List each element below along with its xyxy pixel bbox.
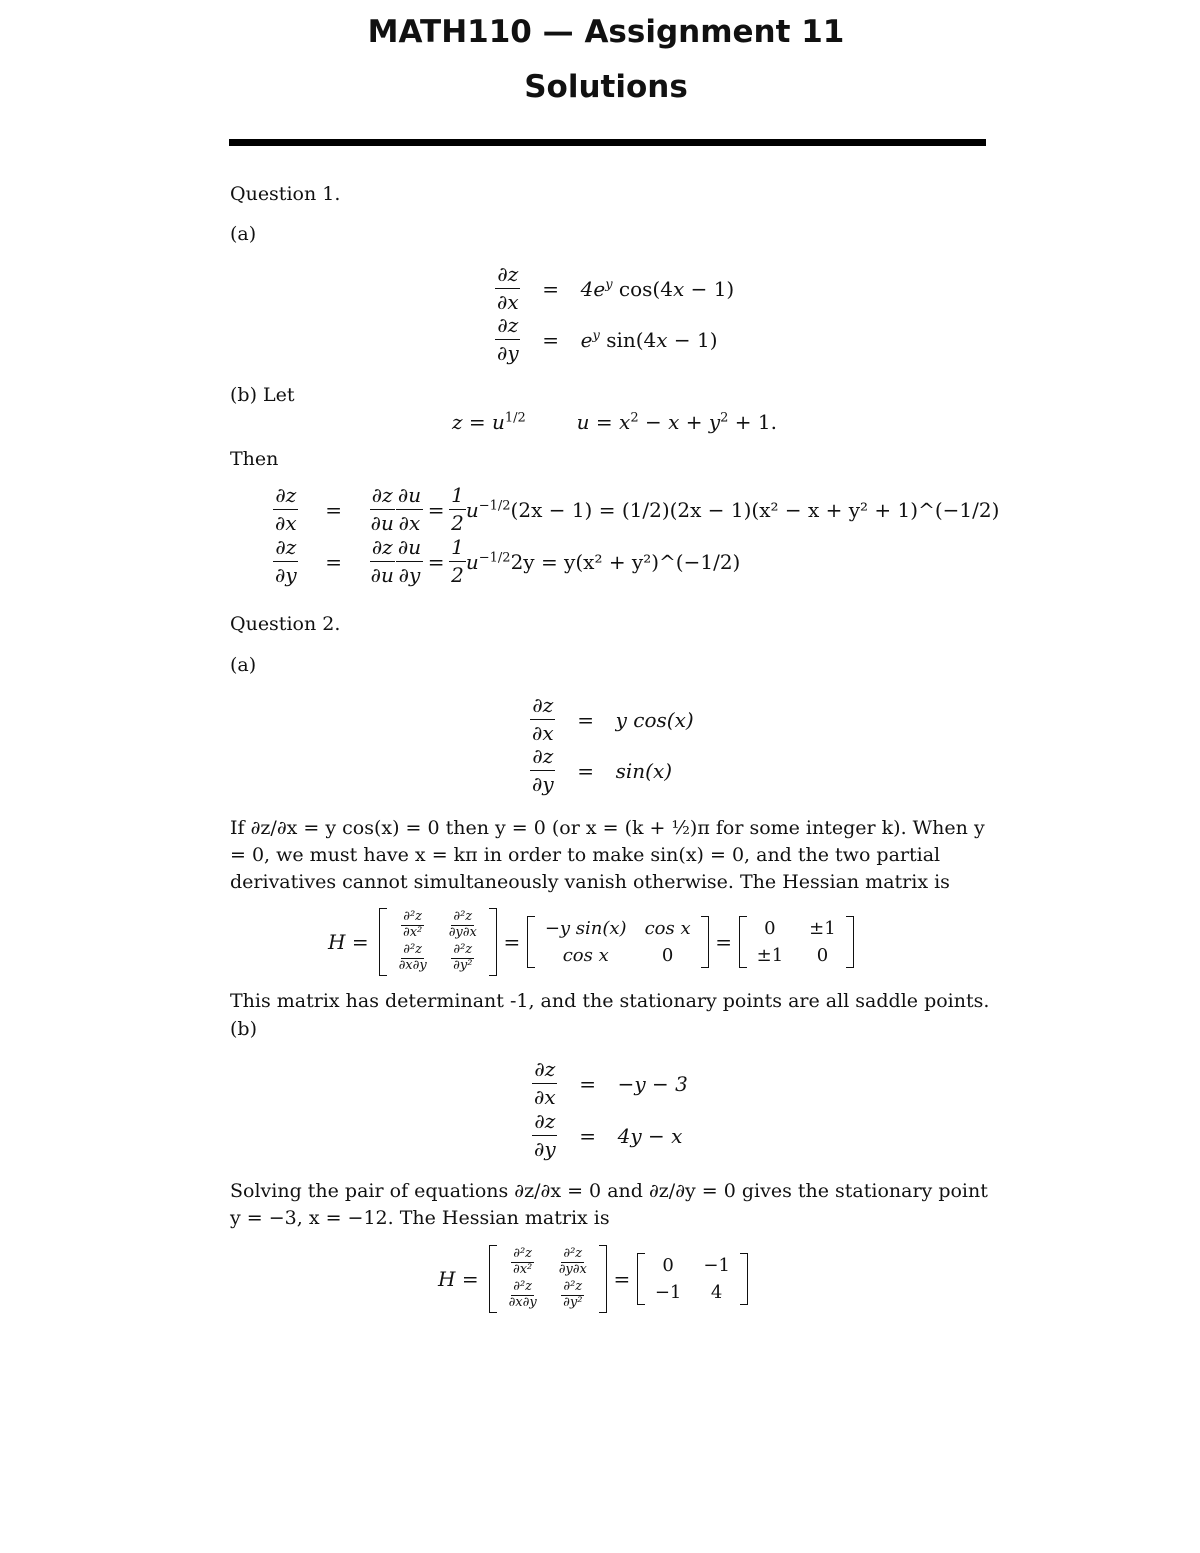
q2-part-a-label: (a)	[230, 654, 257, 676]
hessian-symbolic-matrix: $\frac{\text{∂²z}}{\text{∂x²}}$ $\frac{\text{∂²z}}{\partial y\partial x}$ $\frac{\text{∂²z}}{\partial x\partial y}$ $\frac{\text{∂²z}}{\text{∂y²}}$	[489, 1245, 607, 1313]
q1a-equation-1: $\frac{\partial z}{\partial x}$ = $4e^y$ cos(4x − 1)	[497, 262, 735, 314]
q2b-eq1-rhs: −y − 3	[617, 1071, 688, 1096]
q2b-equation-2: $\frac{\partial z}{\partial y}$ = 4y − x	[534, 1109, 683, 1161]
q1b-eq2-rhs: 2y = y(x² + y²)^(−1/2)	[510, 549, 741, 574]
q2a-conclusion: This matrix has determinant -1, and the stationary points are all saddle points.	[230, 990, 990, 1012]
hessian-evaluated-matrix: −y sin(x) cos x cos x 0	[527, 916, 709, 968]
then-label: Then	[230, 448, 279, 470]
q2b-paragraph: Solving the pair of equations ∂z/∂x = 0 and ∂z/∂y = 0 gives the stationary point y = −3, x = −12. The Hessian matrix is	[230, 1180, 988, 1229]
q1b-equation-2: $\frac{\partial z}{\partial y}$ = $\frac{\partial z}{\partial u}$ $\frac{\partial u}{\partial y}$ = $\frac{1}{2}$ $u^{-1/2}2y = y(x^2$ + y²)^(−1/2)	[275, 535, 741, 587]
hessian-numeric-matrix: 0 ±1 ±1 0	[739, 916, 854, 968]
q1b-let-definitions: $z = u^{1/2}$ $u = x^2 - x + y^2 + 1$.	[452, 410, 777, 434]
q2b-hessian: H = $\frac{\text{∂²z}}{\text{∂x²}}$ $\frac{\text{∂²z}}{\partial y\partial x}$ $\frac{\text{∂²z}}{\partial x\partial y}$ $\frac{\text{∂²z}}{\text{∂y²}}$ = 0 −1 −1 4	[438, 1245, 748, 1313]
q2b-eq2-rhs: 4y − x	[617, 1123, 683, 1148]
q1-part-b-label: (b) Let	[230, 384, 295, 406]
q2a-equation-2: $\frac{\partial z}{\partial y}$ = sin(x)	[532, 744, 673, 796]
q2a-hessian: H = $\frac{\text{∂²z}}{\text{∂x²}}$ $\frac{\text{∂²z}}{\partial y\partial x}$ $\frac{\text{∂²z}}{\partial x\partial y}$ $\frac{\text{∂²z}}{\text{∂y²}}$ = −y sin(x) cos x cos x 0 = 0 ±1 ±1 0	[328, 908, 854, 976]
fraction: $\frac{\partial z}{\partial y}$	[497, 313, 519, 365]
q2a-eq2-rhs: sin(x)	[615, 758, 673, 783]
q1a-equation-2: $\frac{\partial z}{\partial y}$ = $e^y$ sin(4x − 1)	[497, 313, 718, 365]
fraction: $\frac{\partial z}{\partial x}$	[497, 262, 519, 314]
q2a-eq1-rhs: y cos(x)	[615, 707, 694, 732]
q2a-equation-1: $\frac{\partial z}{\partial x}$ = y cos(x)	[532, 693, 694, 745]
q1b-equation-1: $\frac{\partial z}{\partial x}$ = $\frac{\partial z}{\partial u}$ $\frac{\partial u}{\partial x}$ = $\frac{1}{2}$ $u^{-1/2}(2x - 1) = (1/2)(2x - 1)(x^2 - x + y^2$ + 1)^(−1/2)	[275, 483, 1000, 535]
title-rule	[229, 139, 986, 146]
document-title: MATH110 — Assignment 11	[367, 14, 845, 50]
question-1-heading: Question 1.	[230, 183, 341, 205]
question-2-heading: Question 2.	[230, 613, 341, 635]
q2b-equation-1: $\frac{\partial z}{\partial x}$ = −y − 3	[534, 1057, 688, 1109]
document-subtitle: Solutions	[524, 69, 688, 105]
q2-part-b-label: (b)	[230, 1018, 257, 1040]
q2a-paragraph: If ∂z/∂x = y cos(x) = 0 then y = 0 (or x = (k + ½)π for some integer k). When y = 0, we must have x = kπ in order to make sin(x) = 0, and the two partial derivatives cannot simultaneously vanish otherwise. The Hessian matrix is	[230, 817, 985, 893]
hessian-numeric-matrix: 0 −1 −1 4	[637, 1253, 748, 1305]
hessian-symbolic-matrix: $\frac{\text{∂²z}}{\text{∂x²}}$ $\frac{\text{∂²z}}{\partial y\partial x}$ $\frac{\text{∂²z}}{\partial x\partial y}$ $\frac{\text{∂²z}}{\text{∂y²}}$	[379, 908, 497, 976]
q1b-eq1-rhs: (2x − 1) = (1/2)(2x − 1)(x² − x + y² + 1)^(−1/2)	[510, 497, 1000, 522]
q1a-eq2-rhs: $e^y$ sin(4x − 1)	[580, 327, 718, 352]
q1a-eq1-rhs: $4e^y$ cos(4x − 1)	[580, 276, 735, 301]
q1-part-a-label: (a)	[230, 223, 257, 245]
